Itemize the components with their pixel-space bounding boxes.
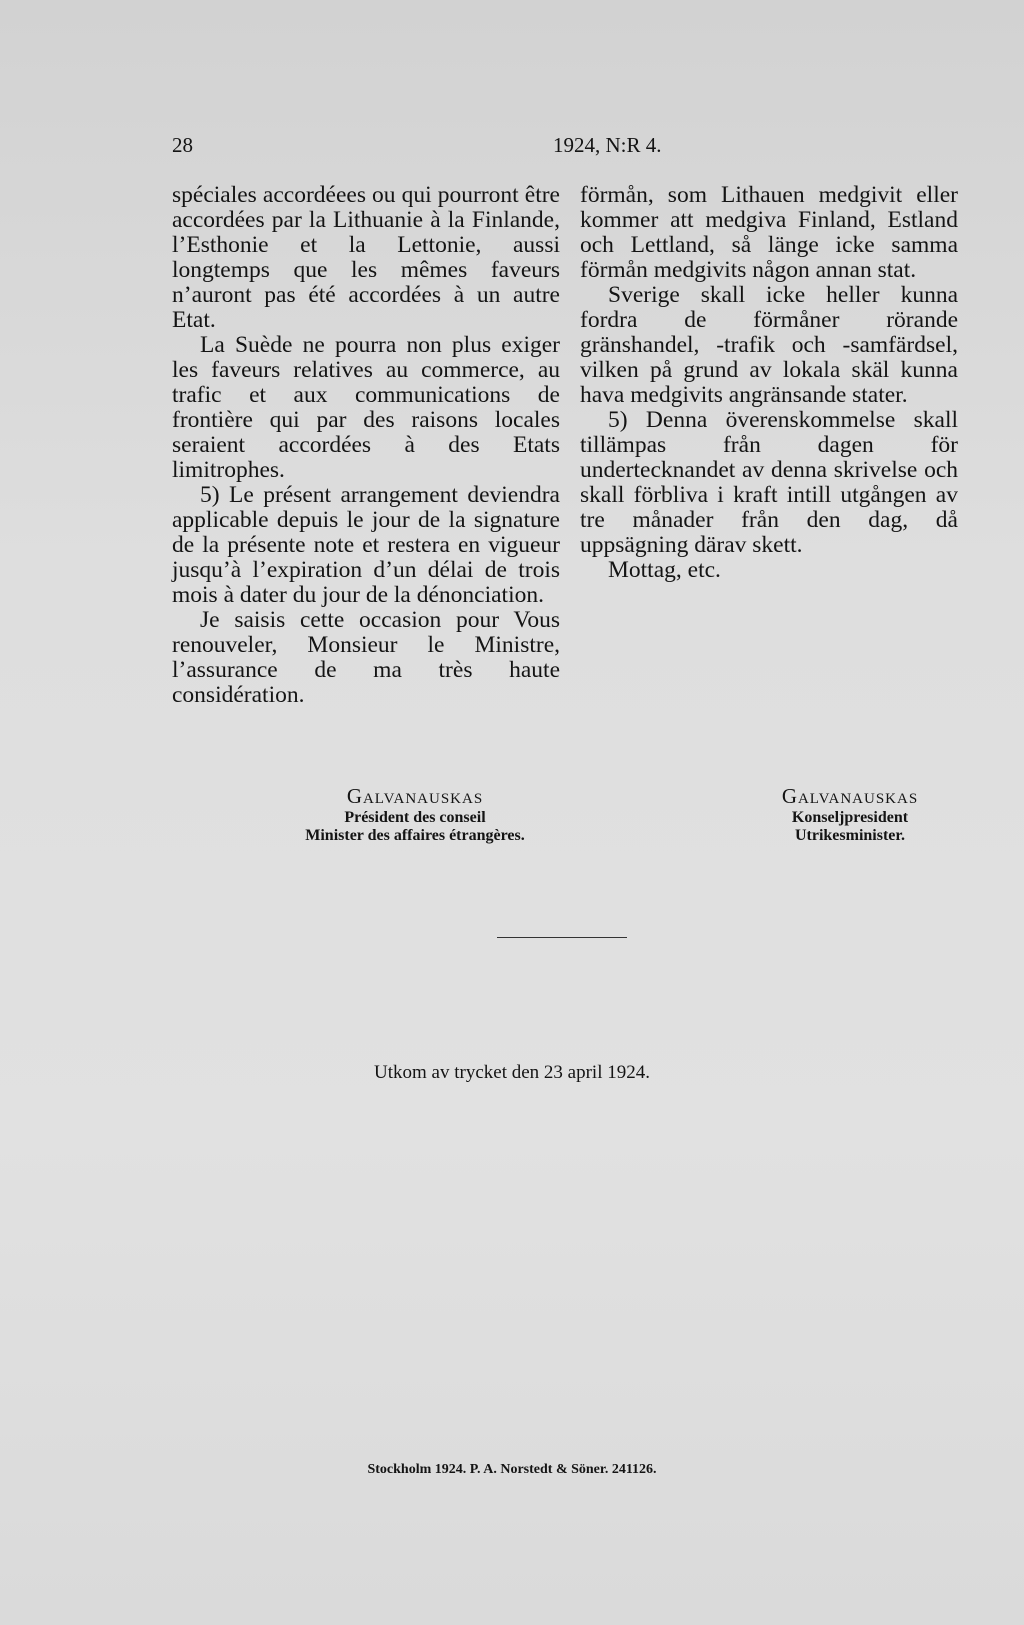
signatory-title: Minister des affaires étrangères.	[305, 827, 525, 844]
french-column	[172, 183, 560, 708]
signatory-title: Président des conseil	[344, 809, 486, 826]
french-paragraph: La Suède ne pourra non plus exiger les faveurs relatives au commerce, au trafic et aux communications de frontière qui par des raisons locales seraient accordées à des Etats limitrophes.	[172, 332, 560, 483]
swedish-paragraph: förmån, som Lithauen medgivit eller kommer att medgiva Finland, Estland och Lettland, så länge icke samma förmån medgivits någon annan stat.	[580, 182, 958, 283]
page-header	[172, 133, 958, 161]
french-paragraph: spéciales accordéees ou qui pourront être accordées par la Lithuanie à la Finlande, l’Esthonie et la Lettonie, aussi longtemps que les mêmes faveurs n’auront pas été accordées à un autre Etat.	[172, 182, 560, 333]
swedish-paragraph: 5) Denna överenskommelse skall tillämpas från dagen för undertecknandet av denna skrivelse och skall förbliva i kraft intill utgången av tre månader från den dag, då uppsägning därav skett.	[580, 407, 958, 558]
swedish-signature-block	[760, 783, 940, 845]
swedish-column	[580, 183, 958, 583]
signatory-title: Konseljpresident	[791, 809, 909, 826]
publication-note: Utkom av trycket den 23 april 1924.	[374, 1062, 650, 1083]
printer-imprint: Stockholm 1924. P. A. Norstedt & Söner. 241126.	[367, 1462, 657, 1477]
running-head: 1924, N:R 4.	[553, 133, 662, 157]
swedish-paragraph: Mottag, etc.	[608, 557, 721, 583]
french-paragraph: Je saisis cette occasion pour Vous renouveler, Monsieur le Ministre, l’assurance de ma très haute considération.	[172, 607, 560, 708]
signatory-title: Utrikesminister.	[794, 827, 906, 844]
signatory-name: Galvanauskas	[781, 784, 919, 808]
french-paragraph: 5) Le présent arrangement deviendra applicable depuis le jour de la signature de la présente note et restera en vigueur jusqu’à l’expiration d’un délai de trois mois à dater du jour de la dénonciation.	[172, 482, 560, 608]
signatory-name: Galvanauskas	[346, 784, 484, 808]
french-signature-block	[270, 783, 560, 845]
swedish-paragraph: Sverige skall icke heller kunna fordra de förmåner rörande gränshandel, -trafik och -samfärdsel, vilken på grund av lokala skäl kunna hava medgivits angränsande stater.	[580, 282, 958, 408]
page-number: 28	[172, 133, 193, 157]
separator-rule	[497, 937, 627, 938]
